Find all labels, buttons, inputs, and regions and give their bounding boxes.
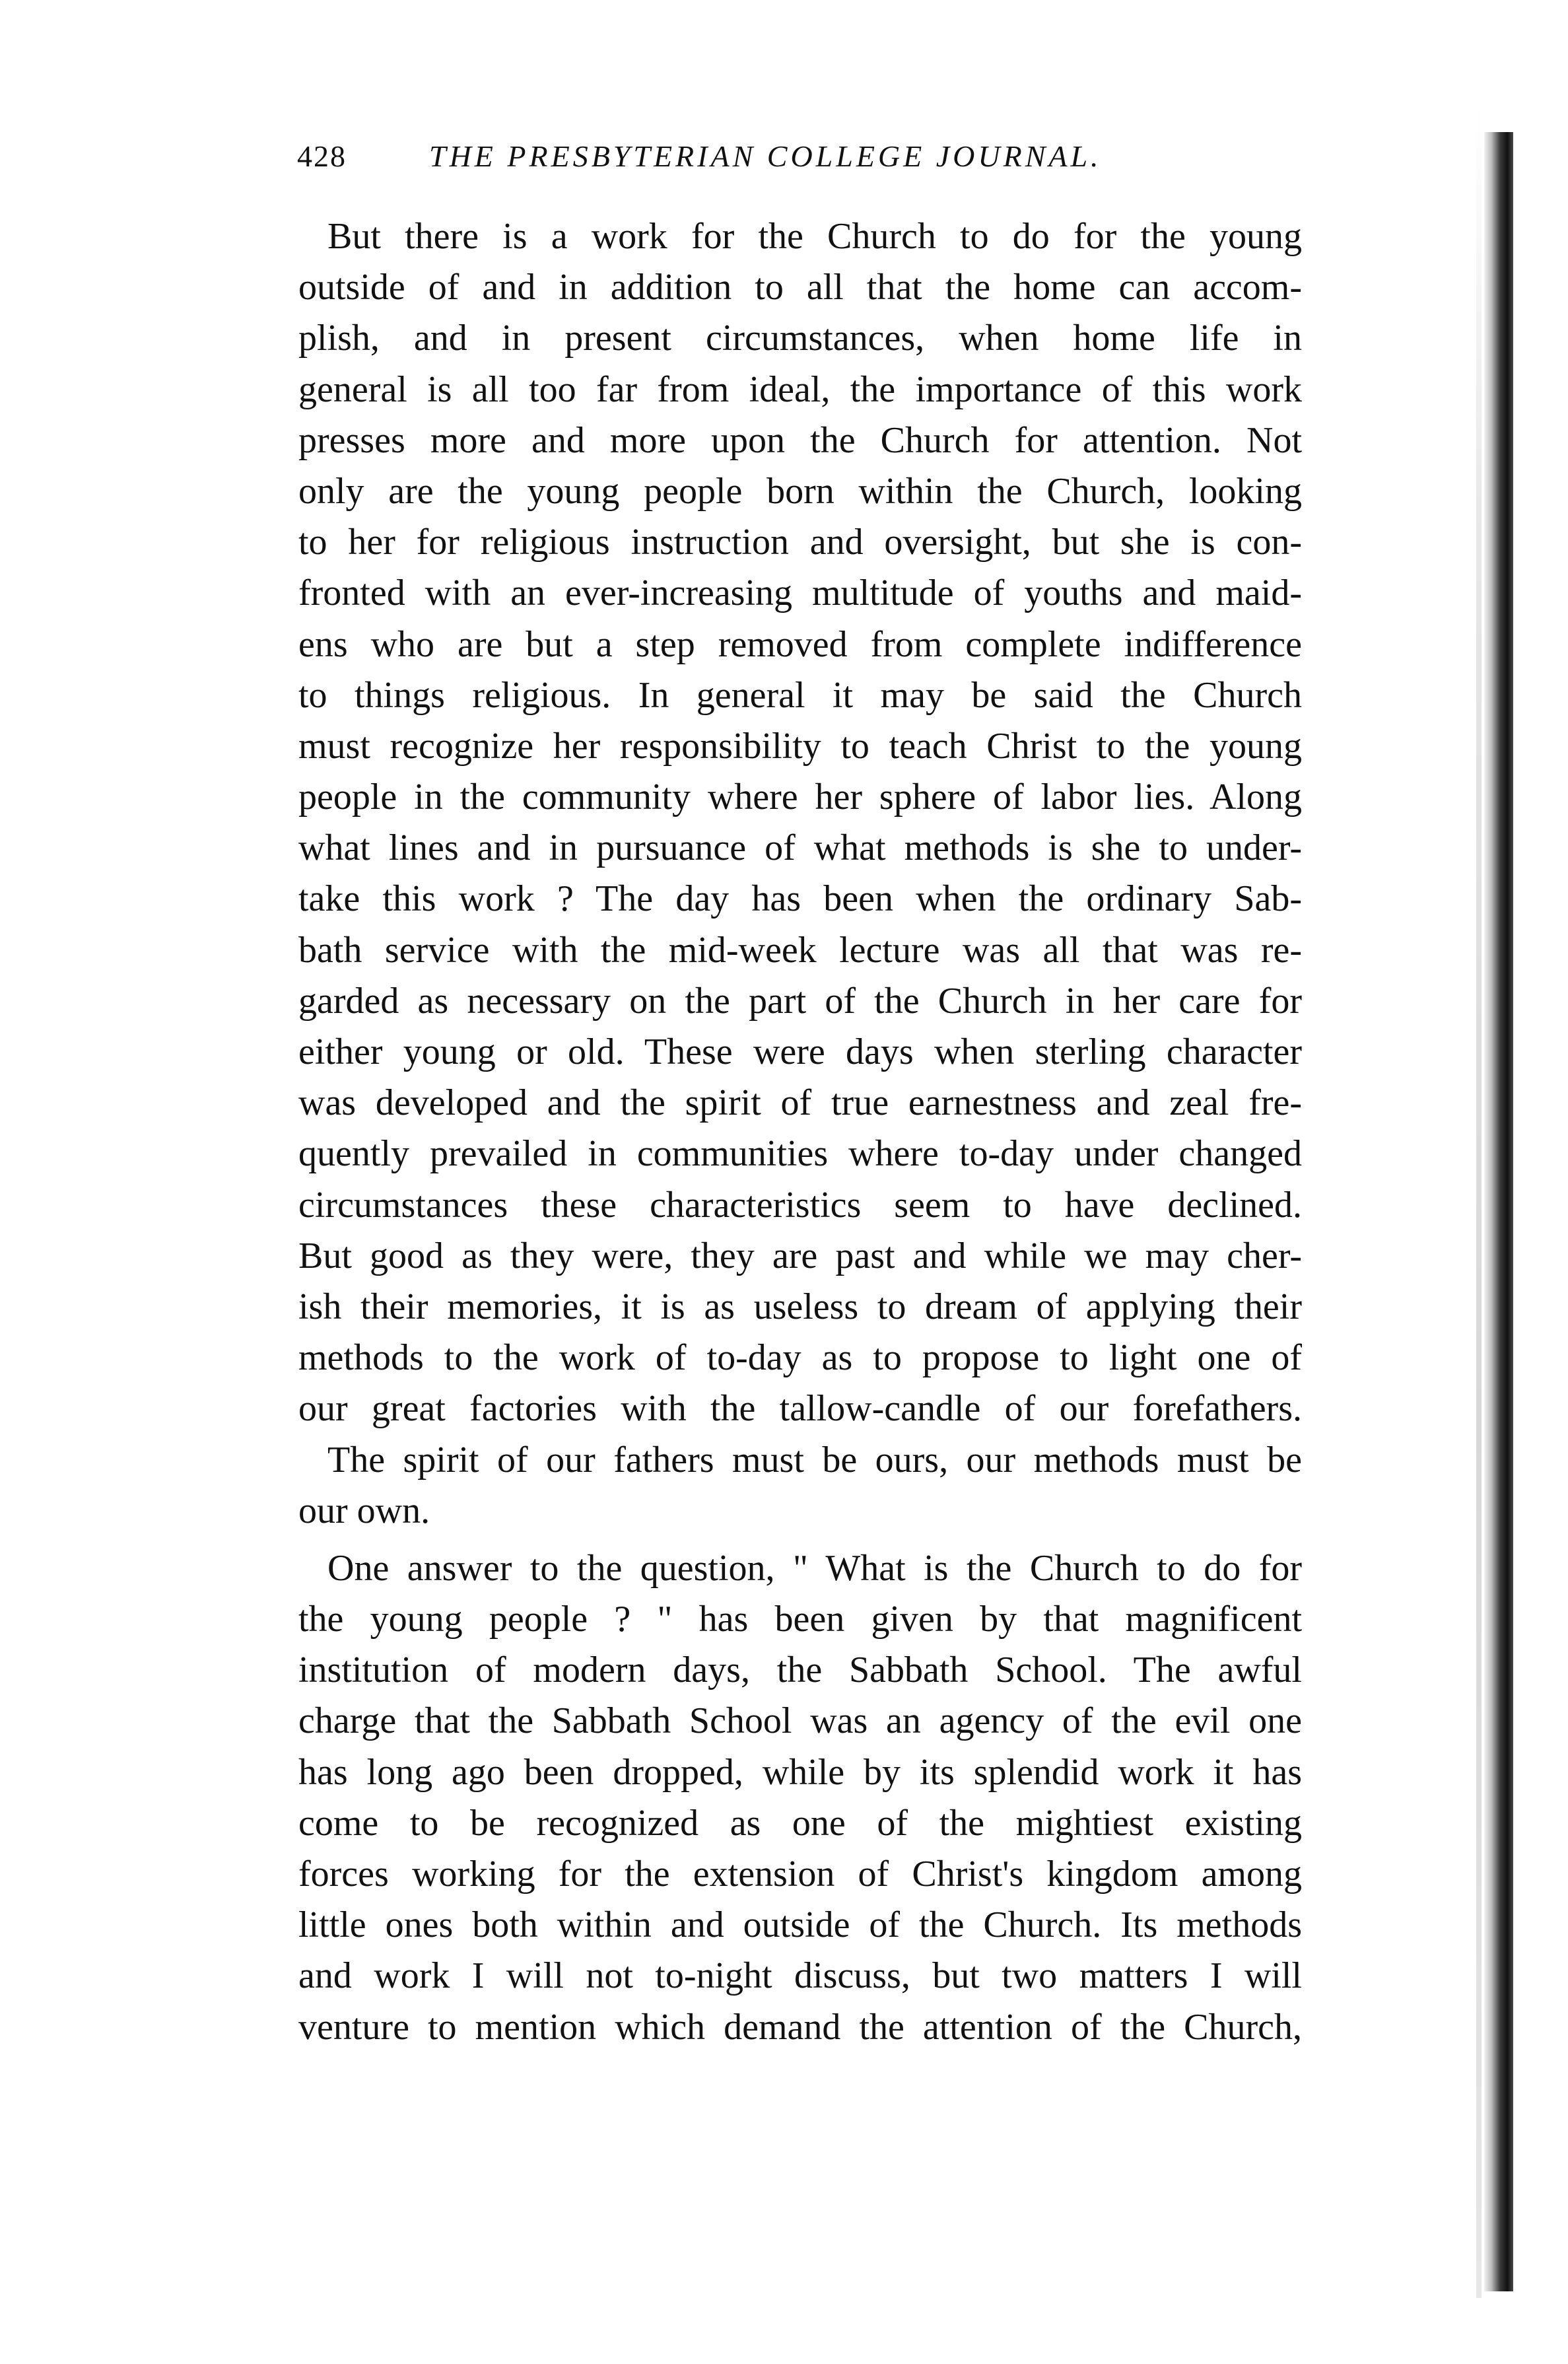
text-line: presses more and more upon the Church for attention. Not xyxy=(298,419,1302,461)
text-line: forces working for the extension of Christ's kingdom among xyxy=(298,1854,1302,1895)
text-line: outside of and in addition to all that the home can accom- xyxy=(298,267,1302,308)
text-line: little ones both within and outside of the Church. Its methods xyxy=(298,1904,1302,1946)
text-line: methods to the work of to-day as to propose to light one of xyxy=(298,1337,1302,1379)
text-line: ish their memories, it is as useless to dream of applying their xyxy=(298,1286,1302,1327)
text-line: ens who are but a step removed from complete indifference xyxy=(298,623,1302,665)
text-line: people in the community where her sphere of labor lies. Along xyxy=(298,777,1302,818)
text-line: must recognize her responsibility to teach Christ to the young xyxy=(298,725,1302,767)
text-line: only are the young people born within the Church, looking xyxy=(298,470,1302,512)
text-line: to her for religious instruction and oversight, but she is con- xyxy=(298,522,1302,563)
text-line: come to be recognized as one of the mightiest existing xyxy=(298,1802,1302,1844)
text-line: One answer to the question, " What is the Church to do for xyxy=(327,1547,1302,1589)
text-line: and work I will not to-night discuss, but two matters I will xyxy=(298,1955,1302,1997)
running-head xyxy=(297,139,1301,185)
text-line: circumstances these characteristics seem to have declined. xyxy=(298,1184,1302,1226)
text-line: the young people ? " has been given by that magnificent xyxy=(298,1599,1302,1640)
text-line: garded as necessary on the part of the Church in her care for xyxy=(298,980,1302,1022)
text-line: But good as they were, they are past and while we may cher- xyxy=(298,1235,1302,1276)
text-line: plish, and in present circumstances, when home life in xyxy=(298,318,1302,359)
text-line: fronted with an ever-increasing multitude of youths and maid- xyxy=(298,573,1302,614)
journal-title: THE PRESBYTERIAN COLLEGE JOURNAL. xyxy=(429,139,1102,173)
text-line: charge that the Sabbath School was an agency of the evil one xyxy=(298,1700,1302,1742)
page-number: 428 xyxy=(297,139,347,173)
text-line: general is all too far from ideal, the importance of this work xyxy=(298,368,1302,410)
text-line: was developed and the spirit of true earnestness and zeal fre- xyxy=(298,1082,1302,1124)
text-line: bath service with the mid-week lecture was all that was re- xyxy=(298,929,1302,971)
text-line: quently prevailed in communities where to-day under changed xyxy=(298,1133,1302,1175)
text-line: either young or old. These were days when sterling character xyxy=(298,1031,1302,1072)
paragraph-gap xyxy=(298,1537,1302,1543)
text-line: has long ago been dropped, while by its splendid work it has xyxy=(298,1751,1302,1793)
text-line: to things religious. In general it may be said the Church xyxy=(298,674,1302,716)
text-line: institution of modern days, the Sabbath School. The awful xyxy=(298,1650,1302,1691)
scan-binding-edge xyxy=(1484,132,1513,2291)
scan-edge-shadow xyxy=(1476,106,1482,2298)
body-text xyxy=(298,211,1302,2053)
text-line: venture to mention which demand the attention of the Church, xyxy=(298,2006,1302,2048)
text-line: our great factories with the tallow-candle of our forefathers. xyxy=(298,1388,1302,1430)
text-line: what lines and in pursuance of what methods is she to under- xyxy=(298,827,1302,869)
text-line: take this work ? The day has been when the ordinary Sab- xyxy=(298,878,1302,920)
text-line: our own. xyxy=(298,1490,430,1531)
text-line: But there is a work for the Church to do for the young xyxy=(327,216,1302,257)
text-line: The spirit of our fathers must be ours, our methods must be xyxy=(327,1439,1302,1480)
